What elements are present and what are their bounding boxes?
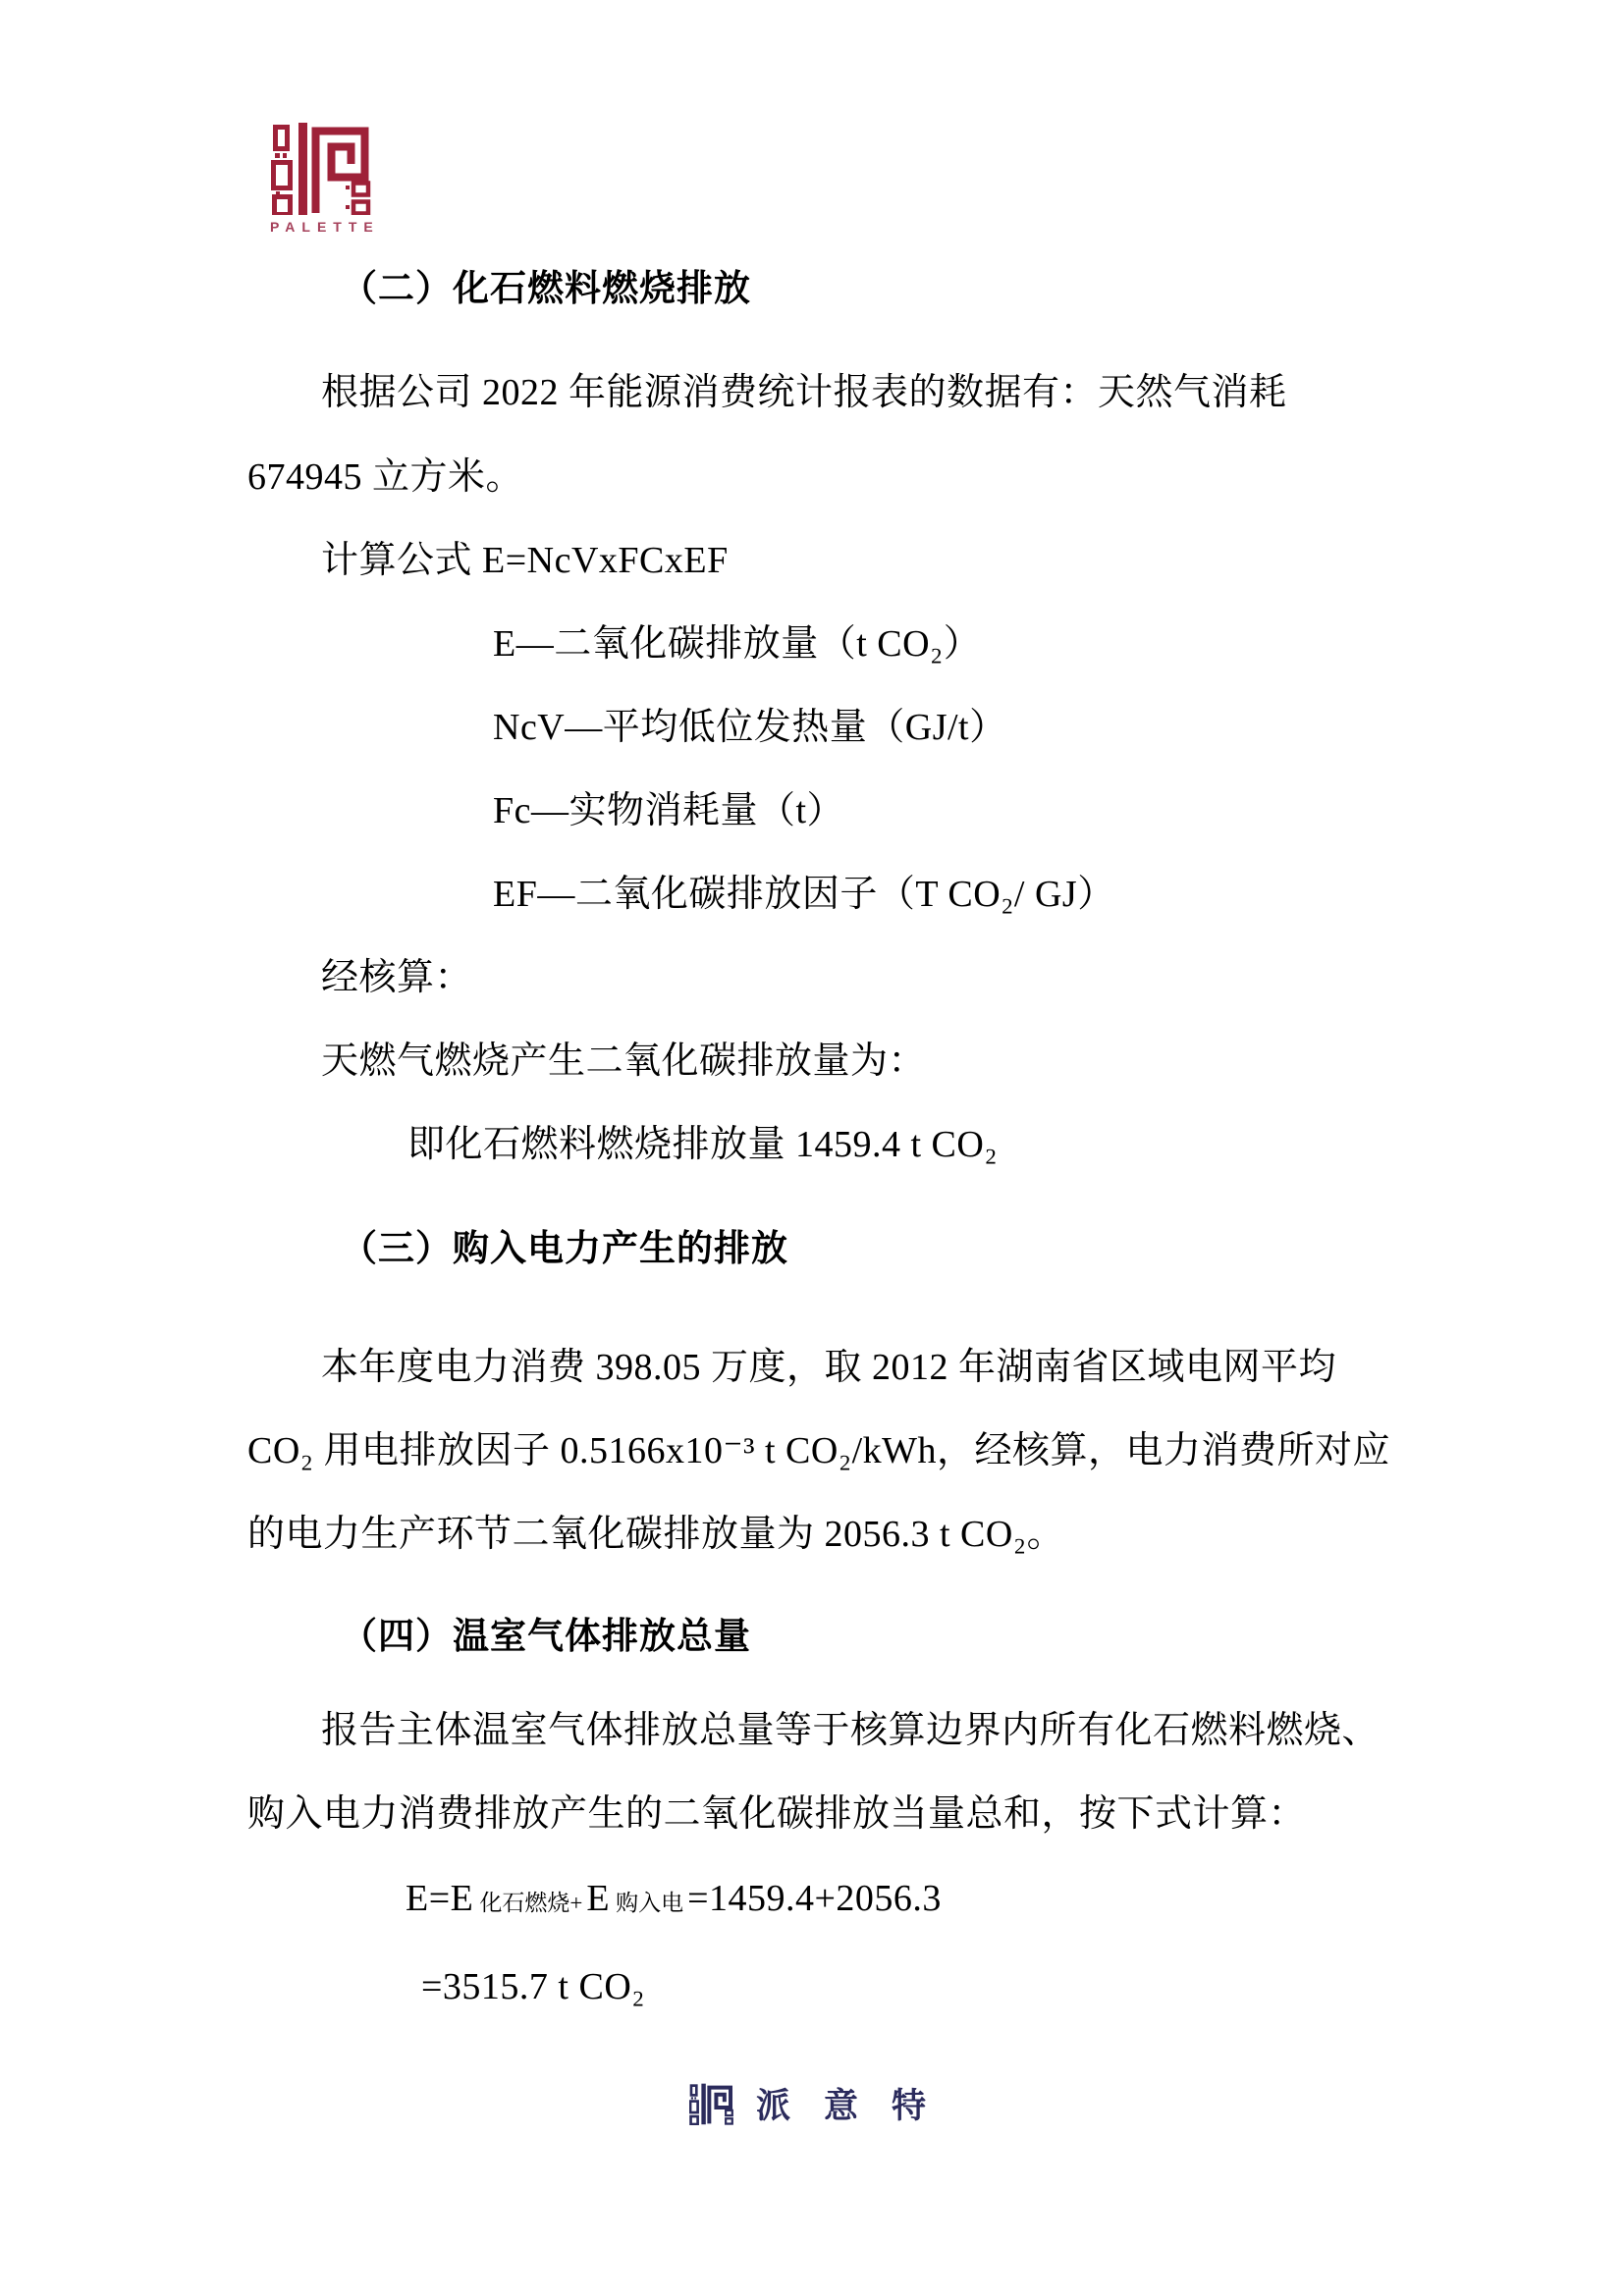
fossil-result: 即化石燃料燃烧排放量 1459.4 t CO₂ [407,1124,999,1165]
fossil-def-e: E—二氧化碳排放量（t CO₂） [493,623,982,665]
section-heading-fossil-fuel: （二）化石燃料燃烧排放 [341,268,751,308]
fossil-para-line1: 根据公司 2022 年能源消费统计报表的数据有：天然气消耗 [321,372,1287,413]
fossil-def-ncv: NcV—平均低位发热量（GJ/t） [493,707,1007,748]
electricity-line2: CO₂ 用电排放因子 0.5166x10⁻³ t CO₂/kWh，经核算，电力消费所对应 [247,1430,1391,1471]
fossil-para-line2: 674945 立方米。 [247,456,524,498]
fossil-after-calc: 经核算： [321,957,473,998]
total-formula-sub1: 化石燃烧+ [479,1891,583,1915]
footer-brand [689,2079,959,2128]
fossil-result-intro: 天燃气燃烧产生二氧化碳排放量为： [321,1041,927,1082]
palette-wordmark: PALETTE [270,219,380,235]
section-heading-total: （四）温室气体排放总量 [341,1616,751,1656]
section-heading-electricity: （三）购入电力产生的排放 [341,1228,788,1268]
paiyite-logo-maze-icon [689,2082,734,2125]
total-formula-p3: =1459.4+2056.3 [687,1878,942,1919]
total-formula-sub2: 购入电 [616,1891,684,1915]
electricity-line1: 本年度电力消费 398.05 万度，取 2012 年湖南省区域电网平均 [321,1347,1337,1388]
fossil-def-ef: EF—二氧化碳排放因子（T CO₂/ GJ） [493,874,1115,915]
paiyite-wordmark: 派意特 [756,2087,960,2125]
fossil-def-fc: Fc—实物消耗量（t） [493,790,845,831]
total-formula-p1: E=E [406,1878,474,1919]
total-line1: 报告主体温室气体排放总量等于核算边界内所有化石燃料燃烧、 [321,1710,1380,1751]
total-line2: 购入电力消费排放产生的二氧化碳排放当量总和，按下式计算： [247,1793,1307,1835]
fossil-formula-intro: 计算公式 E=NcVxFCxEF [321,540,729,581]
total-result: =3515.7 t CO₂ [421,1966,646,2007]
palette-logo [270,121,380,235]
total-formula [406,1877,942,1922]
total-formula-p2: E [586,1878,611,1919]
palette-logo-maze-icon [270,121,374,215]
electricity-line3: 的电力生产环节二氧化碳排放量为 2056.3 t CO₂。 [247,1514,1065,1555]
